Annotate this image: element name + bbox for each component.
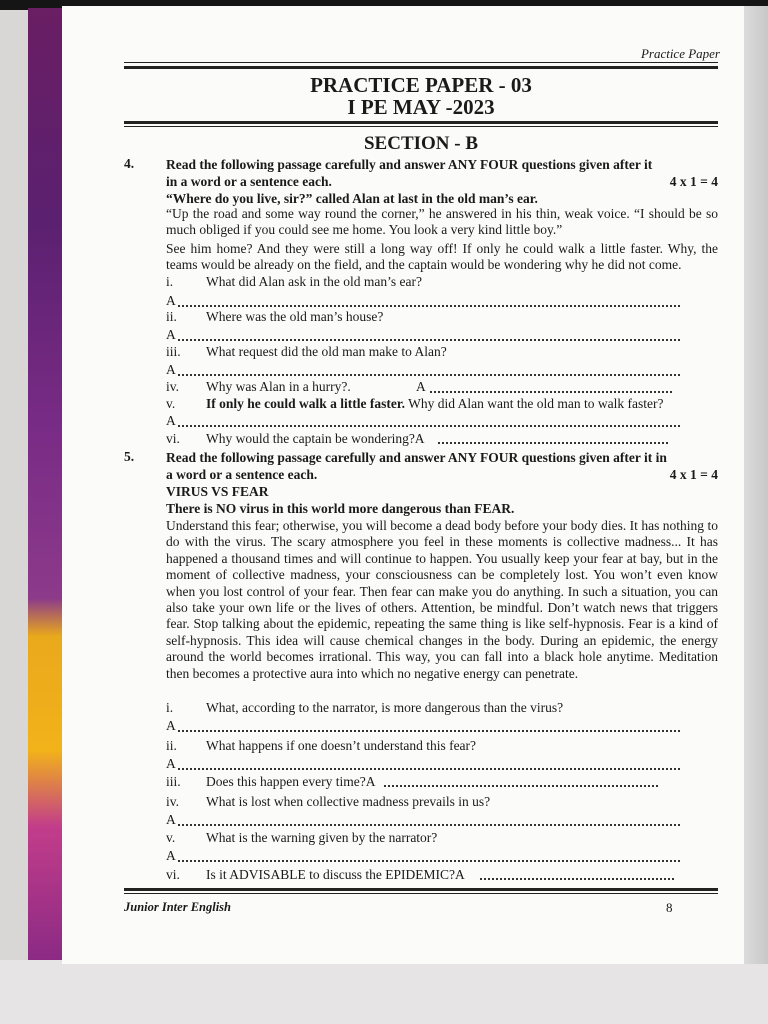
footer-book-title: Junior Inter English (124, 900, 231, 914)
answer-label: A (166, 756, 176, 771)
question-4-marks: 4 x 1 = 4 (669, 174, 718, 189)
q5-sub-number: i. (166, 700, 174, 715)
instruction-line-2-row (166, 173, 718, 190)
passage-paragraph: Understand this fear; otherwise, you will become a dead body before your body dies. It has nothing to do with the virus. The scary atmosphere you feel in these moments is collective madness... It has happened a thousand times and will continue to happen. You usually keep your fear at bay, but in the moment of collective madness, your consciousness can be completely lost. You won’t even know when you lost control of your fear. Then fear can make you do anything. In such a situation, you can also take your own life or the lives of others. Attention, be mindful. Don’t watch news that triggers fear. Stop talking about the epidemic, repeating the same thing is like self-hypnosis. Fear is a kind of self-hypnosis. This idea will cause chemical changes in the body. During an epidemic, the energy around the world becomes irrational. This way, you can fall into a black hole anytime. Meditation then becomes a protective aura into which no negative energy can penetrate. (166, 518, 718, 681)
answer-line[interactable] (438, 440, 668, 444)
exam-title: I PE MAY -2023 (347, 95, 495, 119)
answer-line[interactable] (178, 822, 680, 826)
answer-line[interactable] (178, 728, 680, 732)
q4-sub-number: ii. (166, 309, 177, 324)
page-number: 8 (666, 900, 673, 915)
answer-line[interactable] (178, 372, 680, 376)
question-5-passage (166, 518, 718, 684)
answer-label: A (166, 362, 176, 377)
q4-sub-question: What did Alan ask in the old man’s ear? (206, 274, 422, 289)
answer-label: A (166, 812, 176, 827)
question-4-instruction (166, 156, 718, 207)
instruction-line-1: Read the following passage carefully and answer ANY FOUR questions given after it (166, 157, 653, 172)
q4-sub-number: iv. (166, 379, 179, 394)
question-5-marks: 4 x 1 = 4 (669, 467, 718, 482)
q4-sub-number: iii. (166, 344, 181, 359)
answer-line[interactable] (480, 876, 674, 880)
answer-label: A (166, 848, 176, 863)
instruction-line-2: in a word or a sentence each. (166, 174, 332, 189)
q4-sub-question: Where was the old man’s house? (206, 309, 384, 324)
q5-sub-number: v. (166, 830, 176, 845)
passage-heading: “Where do you live, sir?” called Alan at last in the old man’s ear. (166, 191, 538, 206)
section-heading: SECTION - B (363, 133, 479, 154)
answer-line[interactable] (178, 858, 680, 862)
footer-rule (124, 893, 718, 894)
instruction-line-1: Read the following passage carefully and answer ANY FOUR questions given after it in (166, 450, 667, 465)
q5-sub-question: What, according to the narrator, is more dangerous than the virus? (206, 700, 564, 715)
answer-line[interactable] (384, 783, 658, 787)
q4-sub-question: Why would the captain be wondering?A (206, 431, 425, 446)
passage-paragraph: “Up the road and some way round the corner,” he answered in his thin, weak voice. “I should be so much obliged if you could see me home. You look a very kind little boy.” (166, 206, 718, 238)
q4-sub-number: vi. (166, 431, 180, 446)
answer-label: A (166, 327, 176, 342)
question-4-passage (166, 206, 718, 276)
instruction-line-2: a word or a sentence each. (166, 467, 318, 482)
q5-sub-question: Is it ADVISABLE to discuss the EPIDEMIC?A (206, 867, 465, 882)
q4-sub-number: v. (166, 396, 176, 411)
question-4-number: 4. (124, 156, 135, 171)
q5-sub-question: What happens if one doesn’t understand this fear? (206, 738, 477, 753)
answer-line[interactable] (430, 389, 672, 393)
passage-paragraph: See him home? And they were still a long way off! If only he could walk a little faster. Why, the teams would be already on the field, and the captain would be wondering why he did not come. (166, 240, 718, 273)
instruction-line-2-row (166, 466, 718, 483)
q5-sub-number: iii. (166, 774, 181, 789)
passage-heading: There is NO virus in this world more dangerous than FEAR. (166, 501, 515, 516)
header-rule (124, 62, 718, 63)
question-5-instruction (166, 449, 718, 517)
quoted-line: If only he could walk a little faster. (206, 396, 405, 411)
scan-bottom-area (0, 960, 768, 1024)
passage-title: VIRUS VS FEAR (166, 484, 269, 499)
title-rule-thin (124, 126, 718, 127)
q4-sub-question: Why was Alan in a hurry?. (206, 379, 351, 394)
answer-label: A (166, 413, 176, 428)
footer-rule-thick (124, 888, 718, 891)
q5-sub-question: What is the warning given by the narrator? (206, 830, 438, 845)
q4-sub-question: What request did the old man make to Alan? (206, 344, 447, 359)
answer-line[interactable] (178, 337, 680, 341)
answer-line[interactable] (178, 303, 680, 307)
question-text: Why did Alan want the old man to walk faster? (405, 396, 664, 411)
q5-sub-number: ii. (166, 738, 177, 753)
answer-label: A (166, 293, 176, 308)
running-header: Practice Paper (640, 46, 720, 61)
q5-sub-number: vi. (166, 867, 180, 882)
q4-sub-number: i. (166, 274, 174, 289)
paper-title: PRACTICE PAPER - 03 (310, 73, 532, 97)
answer-line[interactable] (178, 766, 680, 770)
header-rule-thick (124, 66, 718, 69)
title-rule (124, 121, 718, 124)
answer-label: A (416, 379, 426, 394)
q4-sub-question (206, 396, 718, 412)
q5-sub-question: What is lost when collective madness prevails in us? (206, 794, 491, 809)
document-page (62, 6, 744, 964)
question-5-number: 5. (124, 449, 135, 464)
answer-label: A (166, 718, 176, 733)
q5-sub-question: Does this happen every time?A (206, 774, 376, 789)
q5-sub-number: iv. (166, 794, 179, 809)
answer-line[interactable] (178, 423, 680, 427)
